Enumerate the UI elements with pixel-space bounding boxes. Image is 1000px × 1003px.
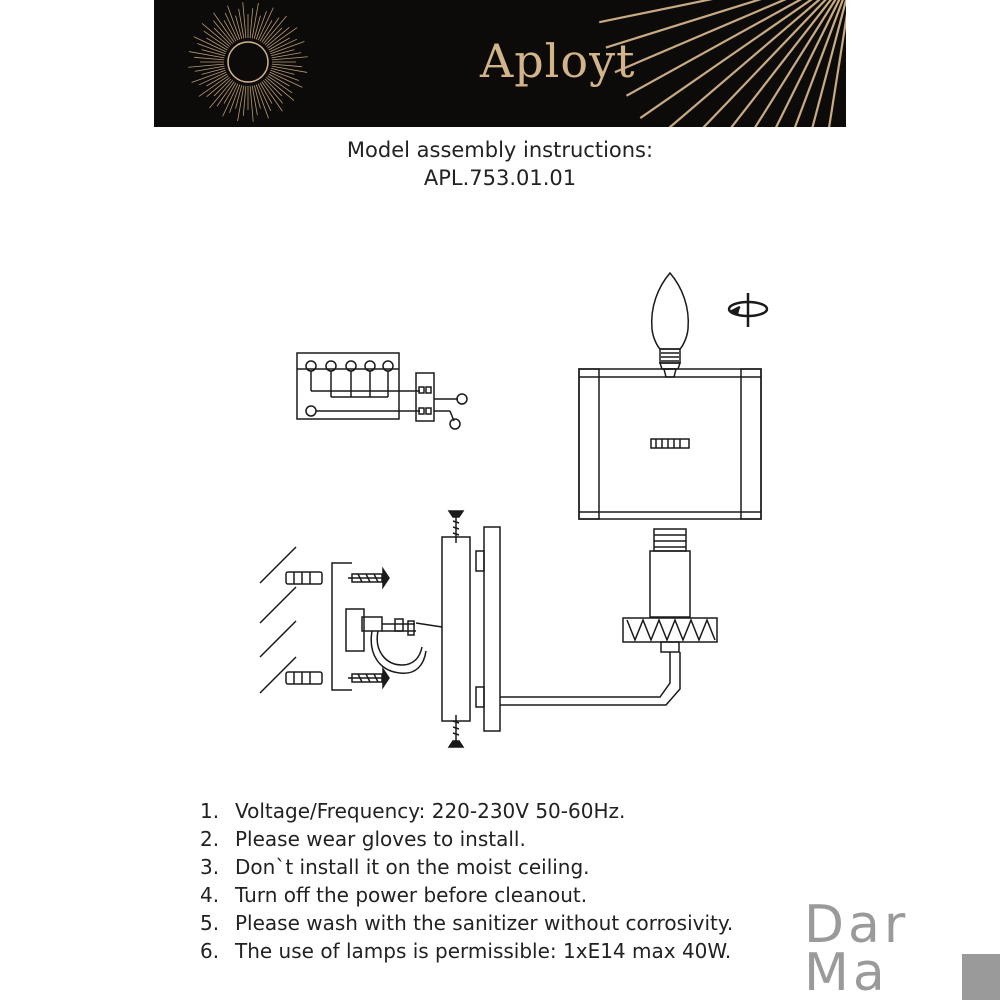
- wall-anchor-icon: [286, 572, 322, 684]
- list-item: [200, 909, 733, 937]
- assembly-diagram: [240, 265, 780, 765]
- wall-hatch: [260, 547, 296, 693]
- safety-notes-list: [200, 797, 733, 965]
- note-text: Turn off the power before cleanout.: [235, 883, 588, 907]
- wiring-terminal-icon: [297, 353, 467, 429]
- note-number: 3.: [200, 855, 220, 879]
- lamp-shade-icon: [579, 369, 761, 519]
- screw-icon: [348, 569, 389, 687]
- document-title: [0, 136, 1000, 192]
- brand-banner: [154, 0, 846, 127]
- brand-logo-text: Aployt: [480, 34, 636, 88]
- list-item: [200, 881, 733, 909]
- list-item: [200, 797, 733, 825]
- watermark-line2: Ma: [804, 943, 889, 1003]
- watermark-block: [962, 954, 1000, 1000]
- lamp-socket-icon: [500, 529, 717, 705]
- wall-bracket-icon: [442, 511, 500, 747]
- note-number: 1.: [200, 799, 220, 823]
- model-number: APL.753.01.01: [423, 166, 577, 190]
- note-text: Please wash with the sanitizer without corrosivity.: [235, 911, 734, 935]
- note-text: Voltage/Frequency: 220-230V 50-60Hz.: [235, 799, 626, 823]
- list-item: [200, 853, 733, 881]
- note-number: 2.: [200, 827, 220, 851]
- rotate-icon: [729, 293, 767, 327]
- note-text: Please wear gloves to install.: [235, 827, 526, 851]
- instructions-title: Model assembly instructions:: [346, 138, 654, 162]
- note-text: Don`t install it on the moist ceiling.: [235, 855, 590, 879]
- note-number: 4.: [200, 883, 220, 907]
- watermark-logo: [800, 895, 1000, 1003]
- list-item: [200, 937, 733, 965]
- note-number: 6.: [200, 939, 220, 963]
- note-text: The use of lamps is permissible: 1xE14 max 40W.: [235, 939, 732, 963]
- note-number: 5.: [200, 911, 220, 935]
- list-item: [200, 825, 733, 853]
- watermark-line1: Dar: [804, 895, 910, 955]
- candle-bulb-icon: [652, 273, 689, 377]
